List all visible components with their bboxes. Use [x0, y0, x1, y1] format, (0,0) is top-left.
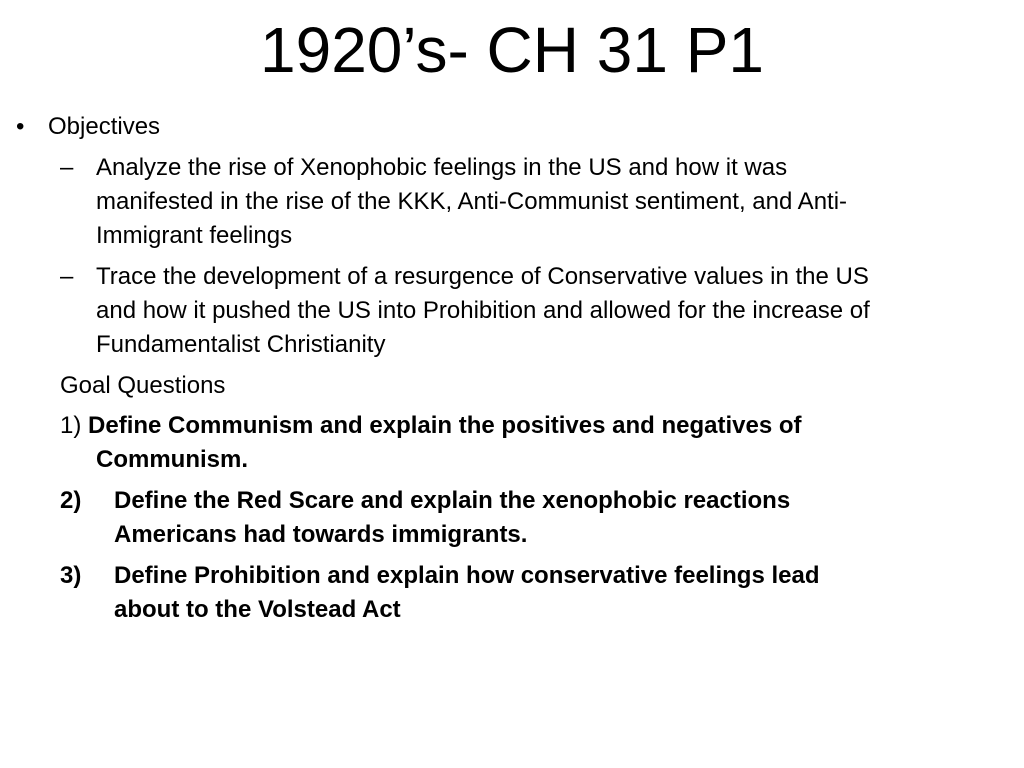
- objective-line: Immigrant feelings: [96, 222, 293, 249]
- slide-title: 1920’s- CH 31 P1: [260, 14, 764, 86]
- dash-icon: –: [60, 263, 74, 290]
- goal-questions-heading: Goal Questions: [60, 372, 226, 399]
- goal-question-text: about to the Volstead Act: [114, 596, 401, 623]
- objectives-heading: Objectives: [48, 113, 161, 140]
- objective-line: and how it pushed the US into Prohibition and allowed for the increase of: [96, 297, 870, 324]
- goal-question-text: Define Communism and explain the positives and negatives of: [88, 412, 802, 439]
- goal-question-text: Define the Red Scare and explain the xenophobic reactions: [114, 487, 791, 514]
- goal-question-text: Americans had towards immigrants.: [114, 521, 528, 548]
- bullet-icon: •: [16, 113, 25, 140]
- goal-question-text: Define Prohibition and explain how conservative feelings lead: [114, 562, 820, 589]
- goal-question-1: [60, 411, 802, 441]
- objective-line: Trace the development of a resurgence of Conservative values in the US: [96, 263, 869, 290]
- objective-line: Analyze the rise of Xenophobic feelings in the US and how it was: [96, 154, 788, 181]
- goal-question-number: 2): [60, 487, 82, 514]
- objective-line: Fundamentalist Christianity: [96, 331, 386, 358]
- goal-question-number: 1): [60, 412, 82, 439]
- objective-line: manifested in the rise of the KKK, Anti-Communist sentiment, and Anti-: [96, 188, 848, 215]
- dash-icon: –: [60, 154, 74, 181]
- goal-question-text: Communism.: [96, 446, 249, 473]
- goal-question-number: 3): [60, 562, 82, 589]
